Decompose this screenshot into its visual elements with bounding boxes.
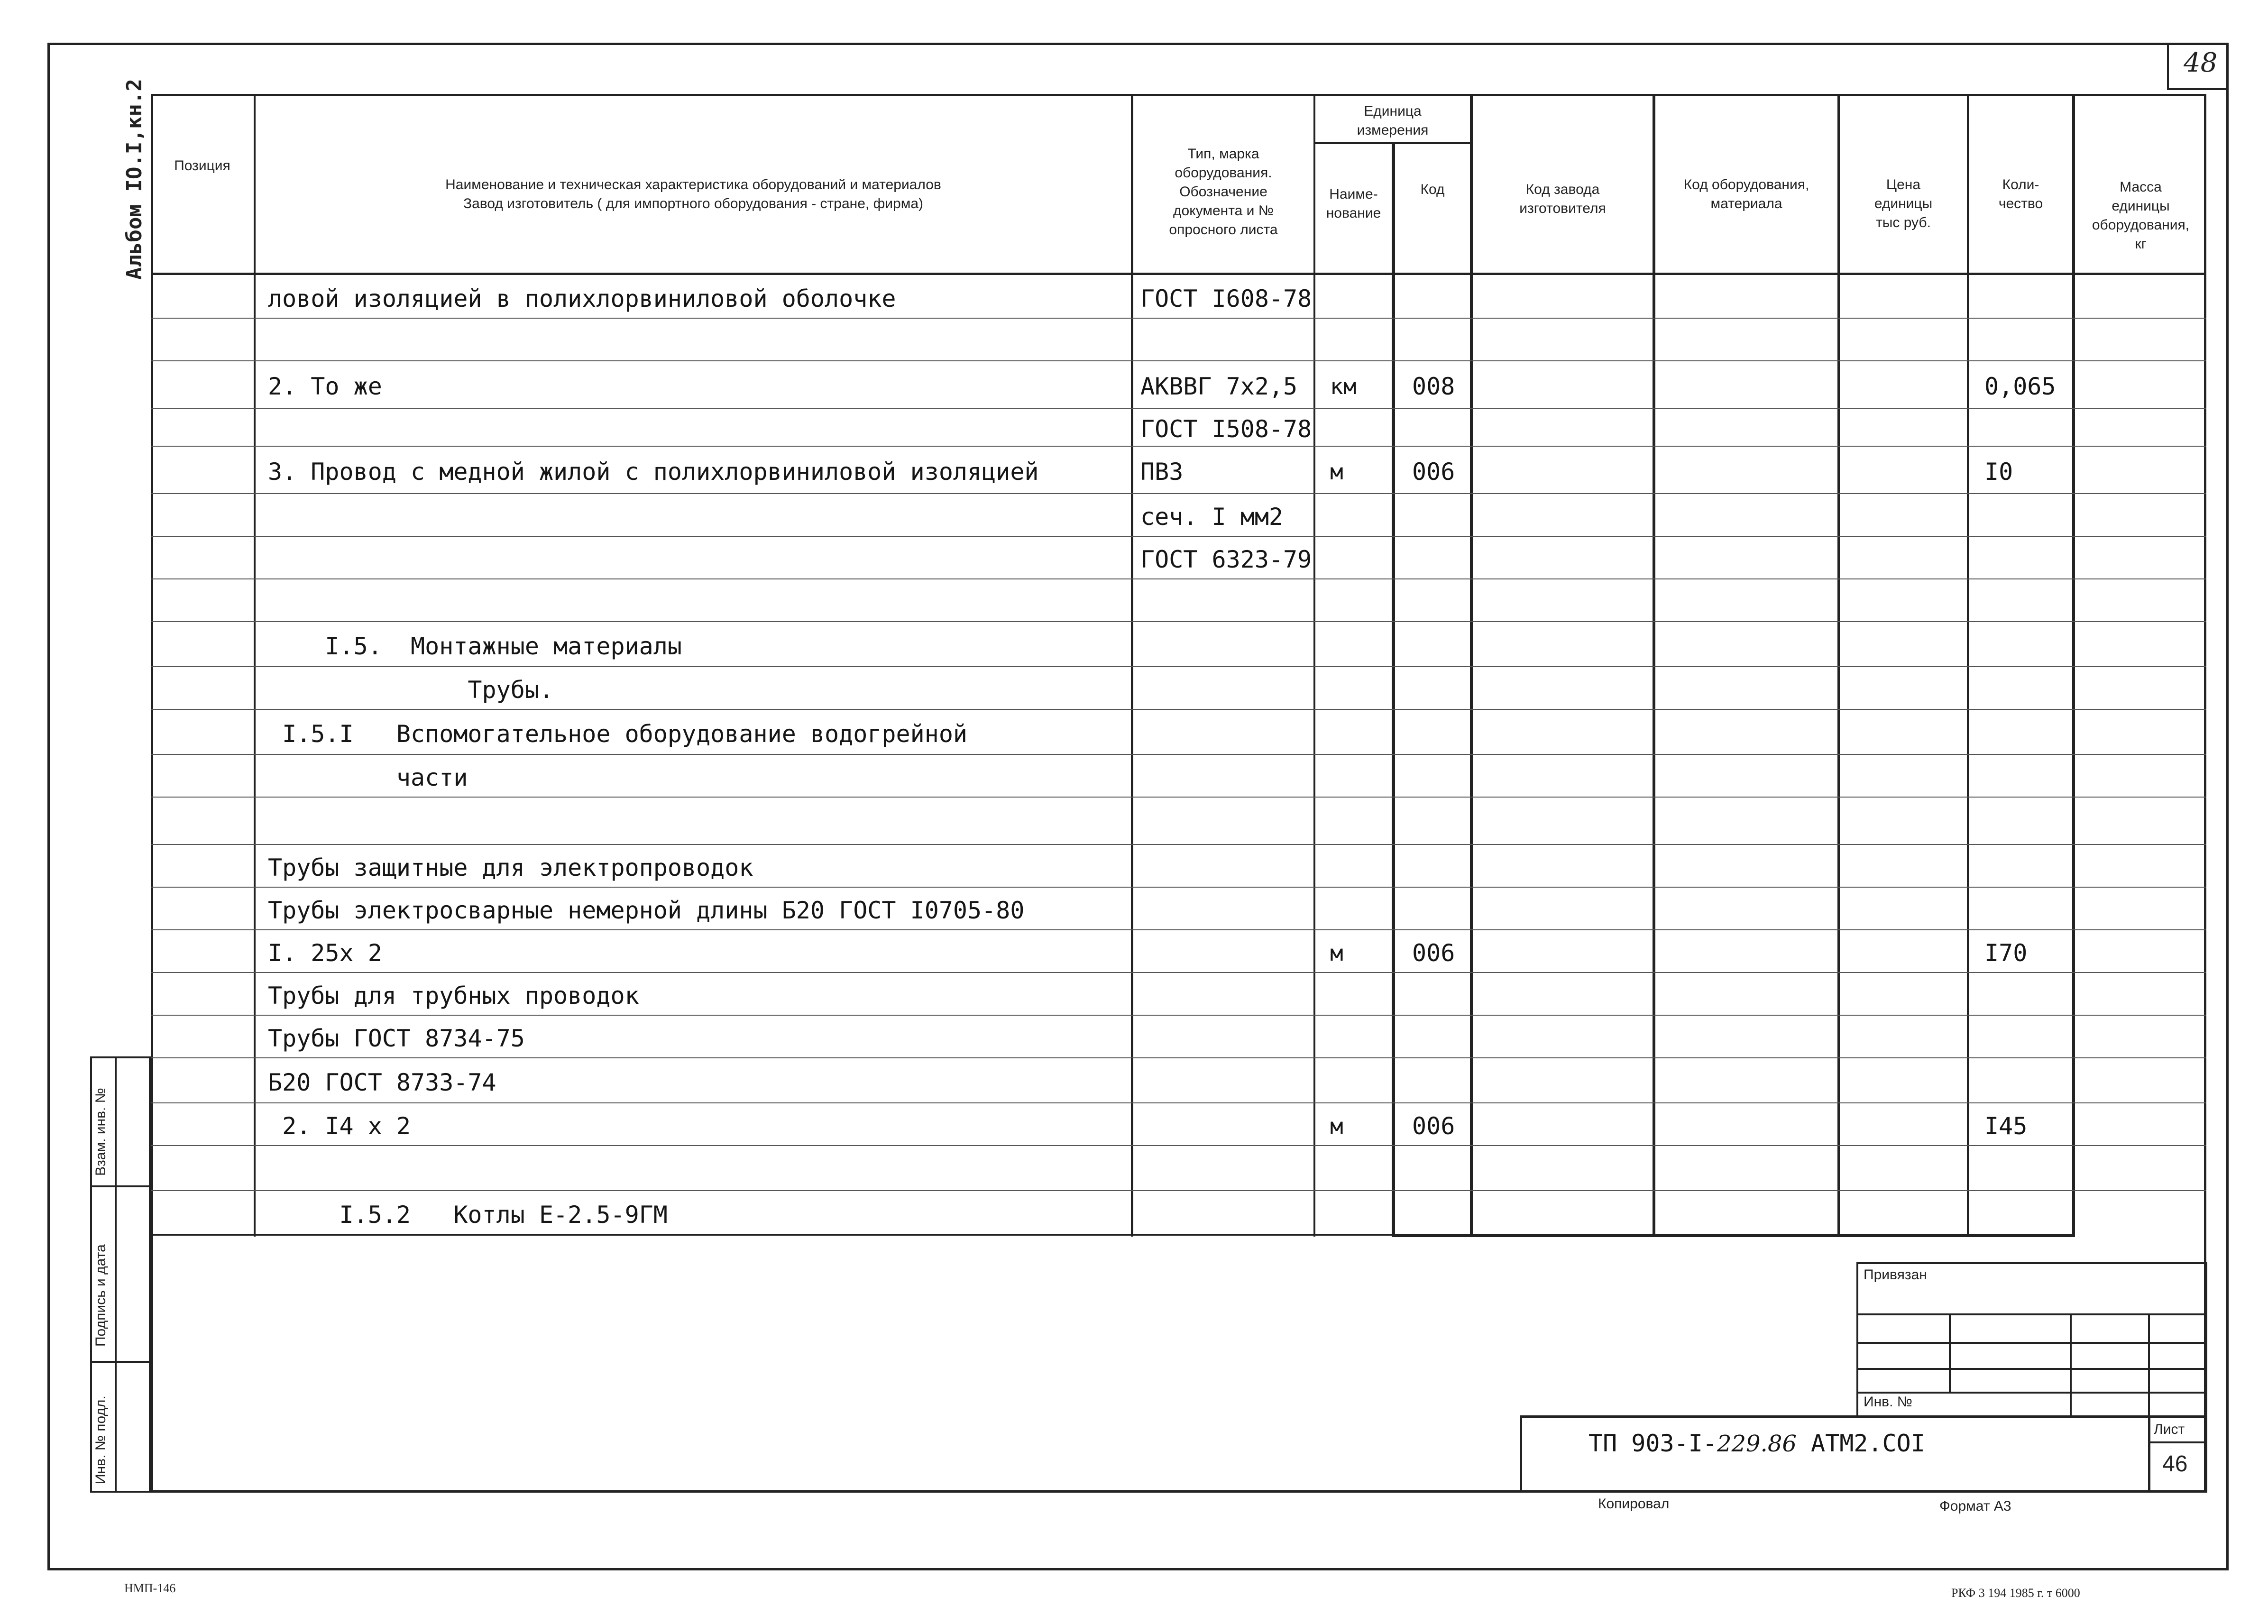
row-type: ПВЗ xyxy=(1140,458,1184,486)
row-name: Трубы для трубных проводок xyxy=(268,982,639,1009)
header-unit-code: Код xyxy=(1420,182,1445,197)
row-name: Трубы ГОСТ 8734-75 xyxy=(268,1025,525,1052)
row-separator xyxy=(151,844,2206,845)
header-unit-name: Наиме- нование xyxy=(1326,186,1381,221)
doc-code-suffix: АТМ2.COI xyxy=(1811,1430,1925,1457)
row-separator xyxy=(151,621,2206,622)
row-separator xyxy=(151,578,2206,579)
row-qty: 0,065 xyxy=(1984,373,2056,400)
row-qty: I70 xyxy=(1984,939,2028,967)
header-equipment-code: Код оборудования, материала xyxy=(1683,177,1809,211)
right-footer-code: РКФ 3 194 1985 г. т 6000 xyxy=(1951,1586,2080,1600)
doc-code xyxy=(1589,1430,1925,1457)
row-separator xyxy=(151,408,2206,409)
row-name: Трубы электросварные немерной длины Б20 ГОСТ I0705-80 xyxy=(268,897,1025,924)
format-label: Формат А3 xyxy=(1939,1498,2011,1514)
row-code: 006 xyxy=(1412,939,1455,967)
row-qty: I45 xyxy=(1984,1112,2028,1140)
row-separator xyxy=(151,360,2206,361)
header-mass: Масса единицы оборудования, кг xyxy=(2092,179,2190,252)
inv-no-label: Инв. № xyxy=(1864,1394,1912,1410)
row-separator xyxy=(151,318,2206,319)
row-name: Трубы защитные для электропроводок xyxy=(268,854,753,881)
header-position: Позиция xyxy=(174,158,230,174)
header-type: Тип, марка оборудования. Обозначение документа и № опросного листа xyxy=(1169,146,1278,238)
header-unit-group: Единица измерения xyxy=(1357,103,1429,138)
row-separator xyxy=(151,929,2206,930)
row-name: части xyxy=(268,764,468,791)
row-separator xyxy=(151,1145,2206,1146)
row-name: 2. I4 х 2 xyxy=(268,1112,411,1140)
row-name: Трубы. xyxy=(268,676,554,704)
list-label: Лист xyxy=(2154,1422,2185,1437)
row-name: I. 25х 2 xyxy=(268,939,382,967)
row-code: 008 xyxy=(1412,373,1455,400)
row-type: АКВВГ 7х2,5 xyxy=(1140,373,1298,400)
row-unit: м xyxy=(1330,940,1343,966)
row-separator xyxy=(151,446,2206,447)
row-name: I.5.2 Котлы Е-2.5-9ГМ xyxy=(268,1201,668,1229)
row-separator xyxy=(151,1015,2206,1016)
list-number: 46 xyxy=(2162,1451,2188,1477)
header-price: Цена единицы тыс руб. xyxy=(1874,177,1933,230)
row-separator xyxy=(151,666,2206,667)
vzam-label: Взам. инв. № xyxy=(93,1088,109,1176)
row-separator xyxy=(151,887,2206,888)
row-separator xyxy=(151,754,2206,755)
row-name: 3. Провод с медной жилой с полихлорвиниловой изоляцией xyxy=(268,458,1039,486)
row-name: I.5. Монтажные материалы xyxy=(268,632,682,660)
row-separator xyxy=(151,709,2206,710)
row-separator xyxy=(151,536,2206,537)
row-code: 006 xyxy=(1412,458,1455,486)
row-type: ГОСТ I608-78 xyxy=(1140,285,1312,312)
row-code: 006 xyxy=(1412,1112,1455,1140)
podpis-label: Подпись и дата xyxy=(93,1244,109,1347)
row-name: Б20 ГОСТ 8733-74 xyxy=(268,1068,496,1096)
album-label: Альбом IO.I,кн.2 xyxy=(122,79,147,280)
row-separator xyxy=(151,972,2206,973)
inv-label: Инв. № подл. xyxy=(93,1395,109,1484)
row-separator xyxy=(151,1057,2206,1058)
row-name: 2. То же xyxy=(268,373,382,400)
row-separator xyxy=(151,1102,2206,1103)
page-number-top: 48 xyxy=(2184,47,2218,78)
row-qty: I0 xyxy=(1984,458,2013,486)
kopiroval-label: Копировал xyxy=(1598,1496,1670,1512)
row-separator xyxy=(151,797,2206,798)
row-type: ГОСТ I508-78 xyxy=(1140,415,1312,443)
row-type: ГОСТ 6323-79 xyxy=(1140,546,1312,573)
left-footer-code: НМП-146 xyxy=(124,1581,176,1595)
privyazan-label: Привязан xyxy=(1864,1267,1927,1283)
row-separator xyxy=(151,1190,2206,1191)
row-unit: м xyxy=(1330,1113,1343,1139)
row-unit: км xyxy=(1330,374,1357,399)
row-name: ловой изоляцией в полихлорвиниловой оболочке xyxy=(268,285,896,312)
doc-code-prefix: ТП 903-I- xyxy=(1589,1430,1717,1457)
header-factory-code: Код завода изготовителя xyxy=(1519,182,1606,216)
header-name: Наименование и техническая характеристика оборудований и материалов Завод изготовитель ( для импортного оборудования - стране, фирма) xyxy=(445,177,941,211)
row-name: I.5.I Вспомогательное оборудование водогрейной xyxy=(268,720,968,748)
row-separator xyxy=(151,493,2206,494)
header-quantity: Коли- чество xyxy=(1998,177,2043,211)
doc-code-number: 229.86 xyxy=(1717,1431,1797,1457)
row-type: сеч. I мм2 xyxy=(1140,503,1284,531)
row-unit: м xyxy=(1330,459,1343,485)
